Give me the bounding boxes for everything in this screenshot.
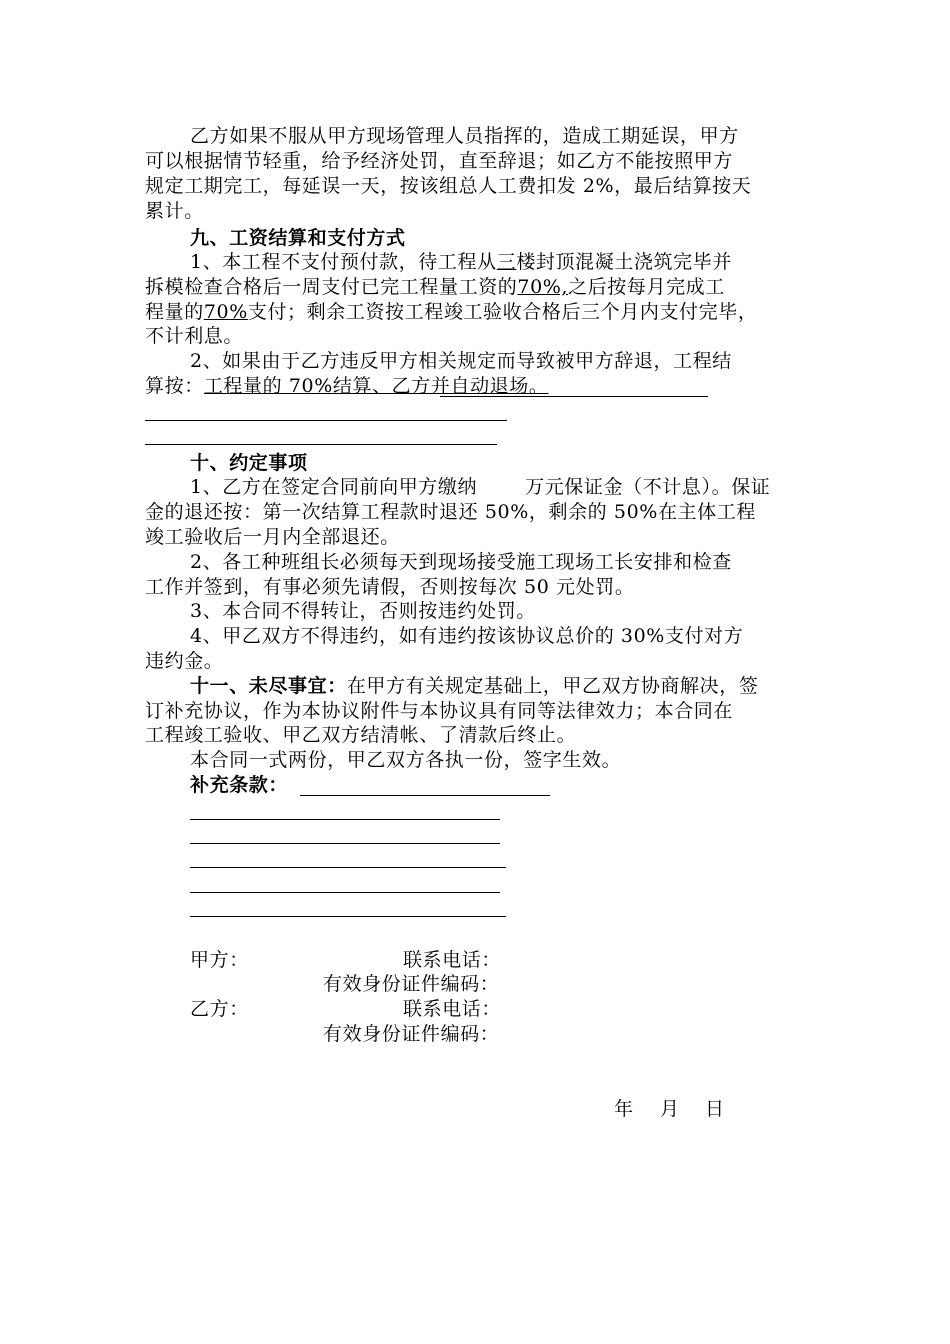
section-10-item-4-line: 4、甲乙双方不得违约，如有违约按该协议总价的 30%支付对方 (190, 625, 744, 647)
date-day-label: 日 (705, 1098, 725, 1120)
section-9-item-1-line (190, 250, 732, 274)
section-9-item-1-line (145, 300, 757, 324)
underlined-value: 70% (203, 301, 248, 323)
text-fragment: 程量的 (145, 301, 204, 323)
section-9-item-1-line: 不计利息。 (145, 325, 244, 347)
copies-statement: 本合同一式两份，甲乙双方各执一份，签字生效。 (190, 749, 622, 771)
party-a-phone-label: 联系电话： (403, 949, 502, 971)
text-fragment: 算按： (145, 375, 204, 397)
section-11-line (190, 674, 758, 698)
text-fragment: 之后按每月完成工 (568, 276, 725, 298)
text-fragment: 支付；剩余工资按工程竣工验收合格后三个月内支付完毕， (247, 301, 758, 323)
party-b-id-label: 有效身份证件编码： (323, 1023, 500, 1045)
text-fragment: 在甲方有关规定基础上，甲乙双方协商解决，签 (346, 675, 759, 697)
section-9-item-2-line (145, 374, 548, 398)
section-11-heading: 十一、未尽事宜： (190, 675, 347, 697)
section-10-heading: 十、约定事项 (190, 452, 308, 474)
section-9-heading: 九、工资结算和支付方式 (190, 227, 406, 249)
underlined-value: 三 (496, 251, 517, 273)
section-10-item-1-line: 竣工验收后一月内全部退还。 (145, 526, 400, 548)
party-b-phone-label: 联系电话： (403, 998, 502, 1020)
underlined-value: 70%, (517, 276, 569, 298)
fill-in-line (145, 420, 507, 421)
date-year-label: 年 (614, 1098, 634, 1120)
paragraph-line: 可以根据情节轻重，给予经济处罚，直至辞退；如乙方不能按照甲方 (145, 150, 734, 172)
fill-in-line (190, 916, 506, 917)
fill-in-line (190, 843, 500, 844)
fill-in-line (190, 819, 500, 820)
party-b-label: 乙方： (190, 998, 249, 1020)
section-10-item-1-line: 金的退还按：第一次结算工程款时退还 50%，剩余的 50%在主体工程 (145, 501, 756, 523)
text-fragment: 楼封顶混凝土浇筑完毕并 (516, 251, 732, 273)
section-9-item-1-line (145, 275, 725, 299)
section-10-item-2-line: 2、各工种班组长必须每天到现场接受施工现场工长安排和检查 (190, 551, 732, 573)
underlined-value: 工程量的 70%结算、乙方并自动退场。 (203, 375, 549, 397)
section-11-line: 工程竣工验收、甲乙双方结清帐、了清款后终止。 (145, 724, 577, 746)
section-9-item-2-line: 2、如果由于乙方违反甲方相关规定而导致被甲方辞退，工程结 (190, 350, 732, 372)
fill-in-line (300, 795, 550, 796)
party-a-id-label: 有效身份证件编码： (323, 973, 500, 995)
fill-in-line (145, 444, 497, 445)
supplement-label: 补充条款： (190, 774, 289, 796)
section-10-item-1-line (190, 475, 770, 499)
party-a-label: 甲方： (190, 949, 249, 971)
paragraph-line: 累计。 (145, 200, 204, 222)
fill-in-line (440, 396, 708, 397)
paragraph-line: 规定工期完工，每延误一天，按该组总人工费扣发 2%，最后结算按天 (145, 175, 752, 197)
fill-in-line (190, 867, 506, 868)
section-10-item-2-line: 工作并签到，有事必须先请假，否则按每次 50 元处罚。 (145, 576, 635, 598)
text-fragment: 1、本工程不支付预付款，待工程从 (190, 251, 497, 273)
text-fragment: 拆模检查合格后一周支付已完工程量工资的 (145, 276, 518, 298)
section-10-item-3-line: 3、本合同不得转让，否则按违约处罚。 (190, 600, 536, 622)
section-11-line: 订补充协议，作为本协议附件与本协议具有同等法律效力；本合同在 (145, 700, 734, 722)
fill-in-line (190, 892, 500, 893)
section-10-item-4-line: 违约金。 (145, 650, 224, 672)
text-fragment: 1、乙方在签定合同前向甲方缴纳 (190, 476, 478, 498)
text-fragment: 万元保证金（不计息）。保证 (525, 476, 771, 498)
date-month-label: 月 (660, 1098, 680, 1120)
paragraph-line: 乙方如果不服从甲方现场管理人员指挥的，造成工期延误，甲方 (190, 125, 739, 147)
